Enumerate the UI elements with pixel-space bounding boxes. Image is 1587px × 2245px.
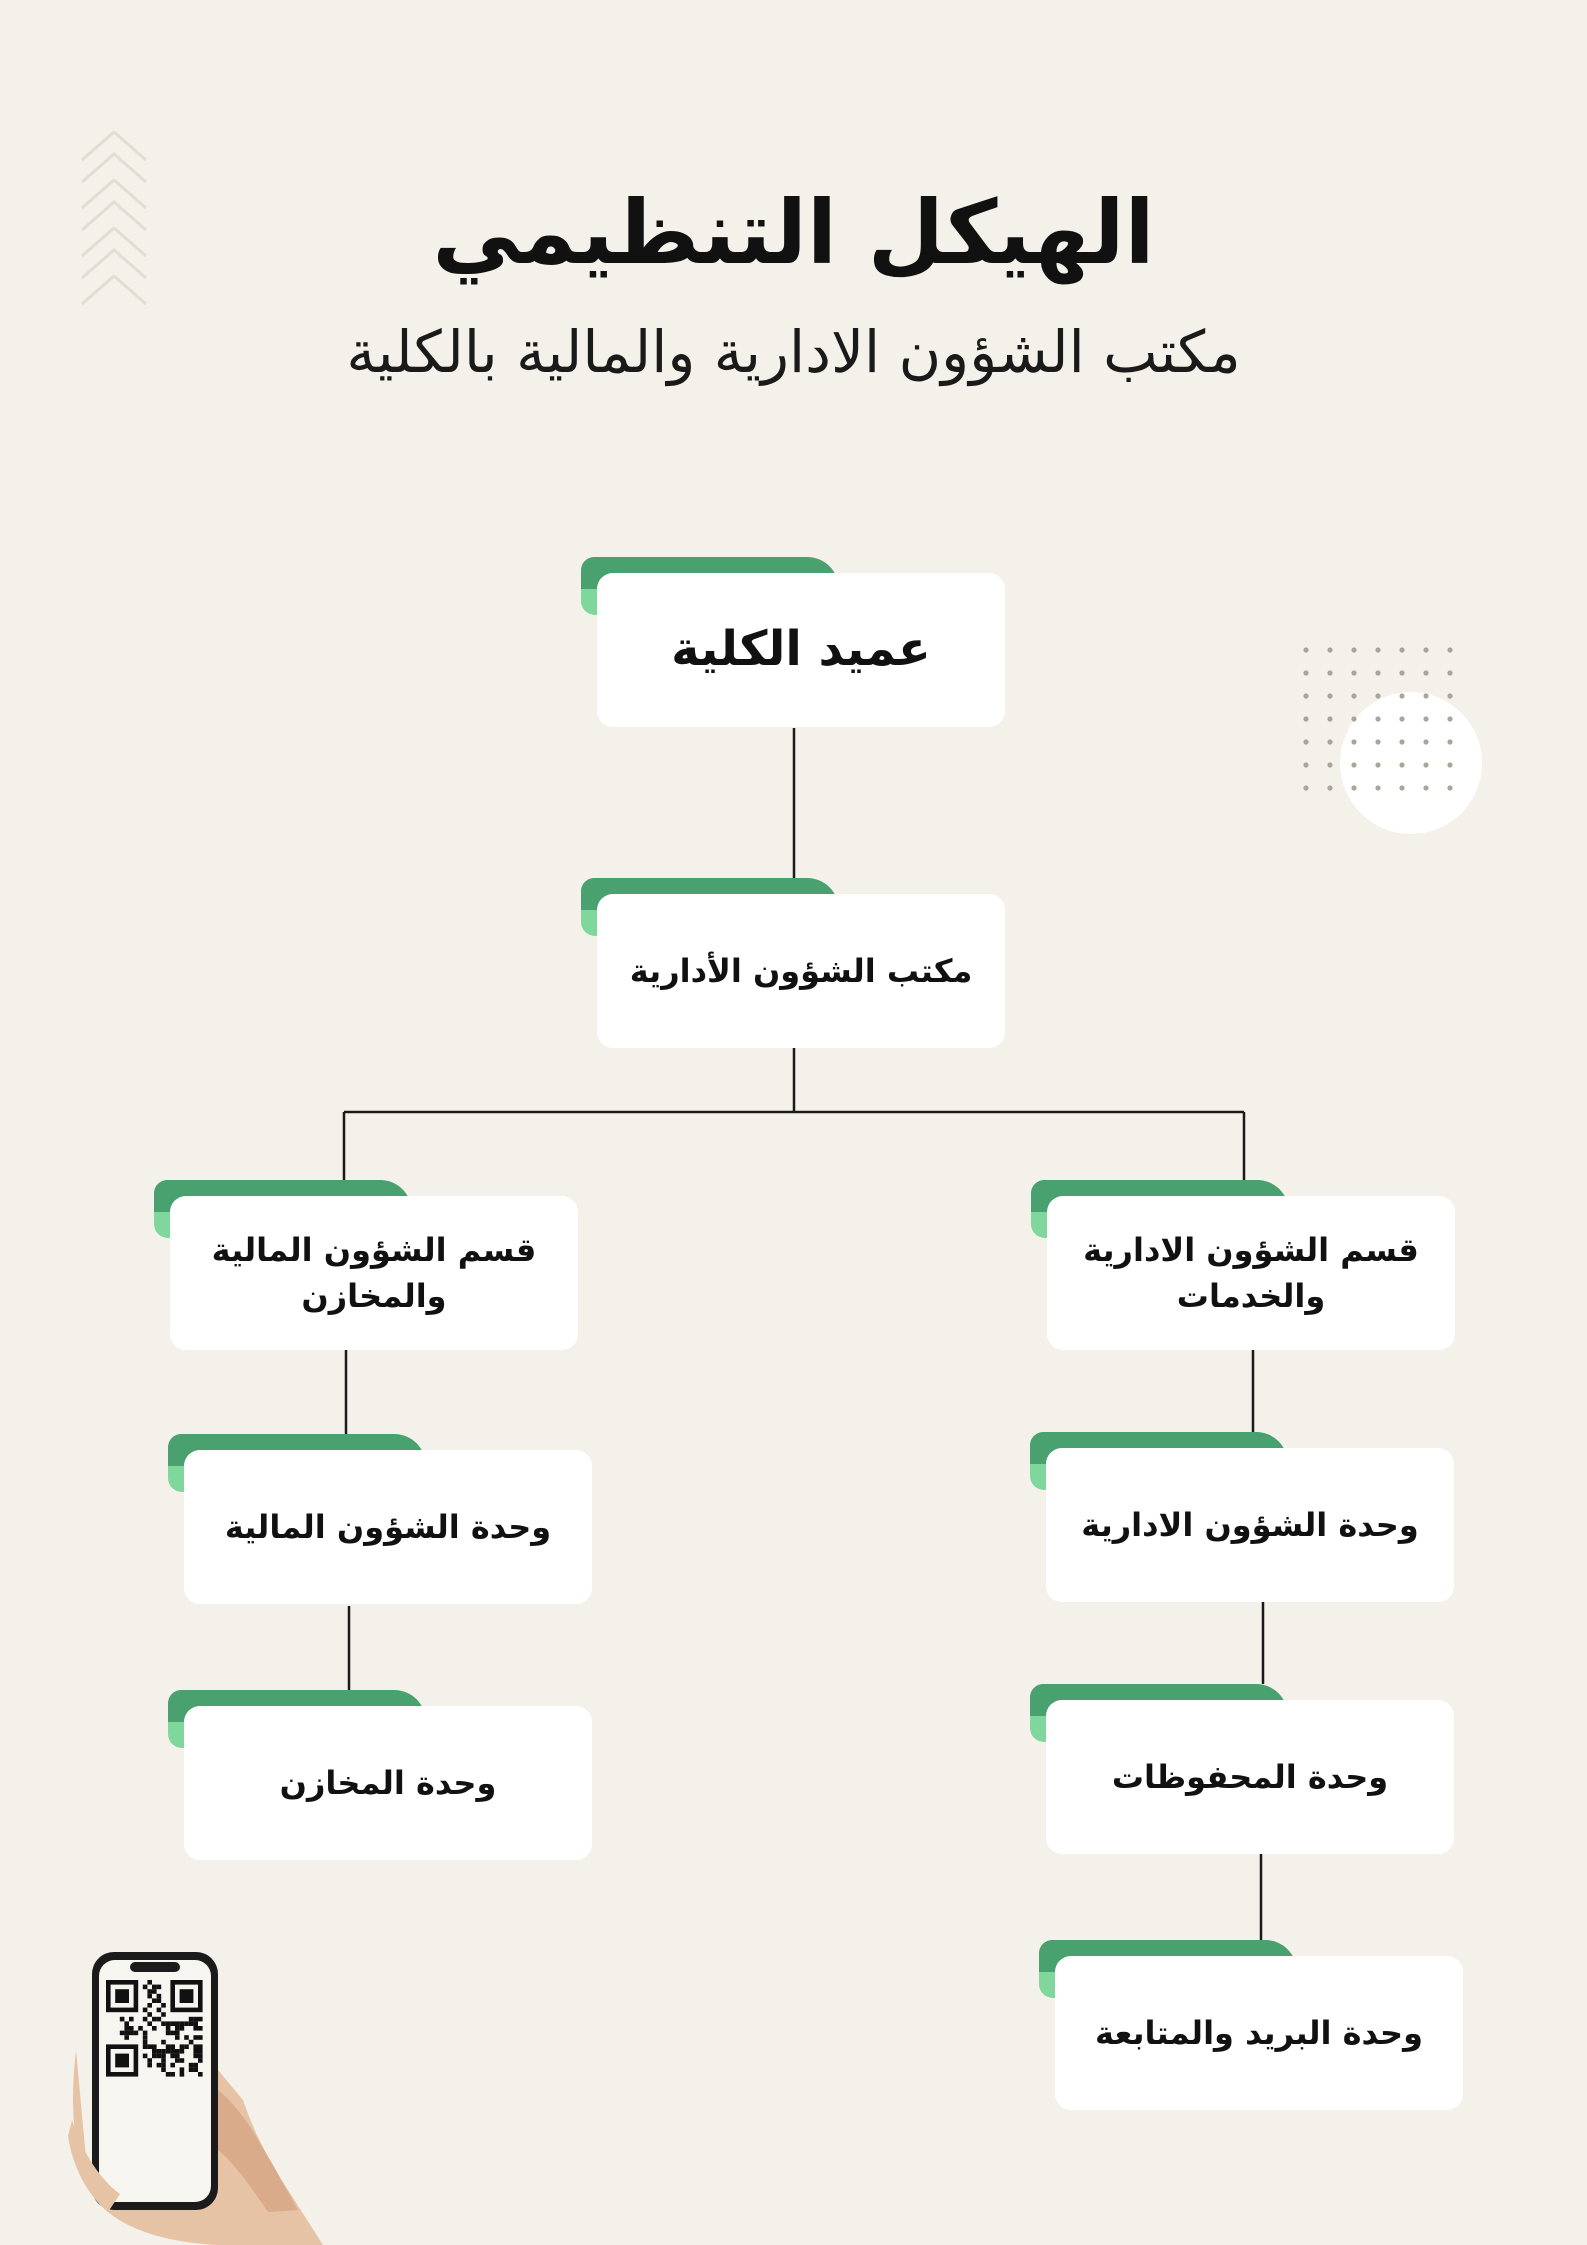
node-label: وحدة الشؤون المالية [184, 1450, 592, 1604]
node-label: عميد الكلية [597, 573, 1005, 727]
page-subtitle: مكتب الشؤون الادارية والمالية بالكلية [346, 318, 1241, 386]
node-label: وحدة المخازن [184, 1706, 592, 1860]
node-label: مكتب الشؤون الأدارية [597, 894, 1005, 1048]
node-label: وحدة الشؤون الادارية [1046, 1448, 1454, 1602]
node-label: وحدة البريد والمتابعة [1055, 1956, 1463, 2110]
phone-qr-icon [68, 1950, 328, 2245]
node-label: قسم الشؤون المالية والمخازن [170, 1196, 578, 1350]
node-label: قسم الشؤون الادارية والخدمات [1047, 1196, 1455, 1350]
node-label: وحدة المحفوظات [1046, 1700, 1454, 1854]
page-title: الهيكل التنظيمي [432, 181, 1155, 284]
